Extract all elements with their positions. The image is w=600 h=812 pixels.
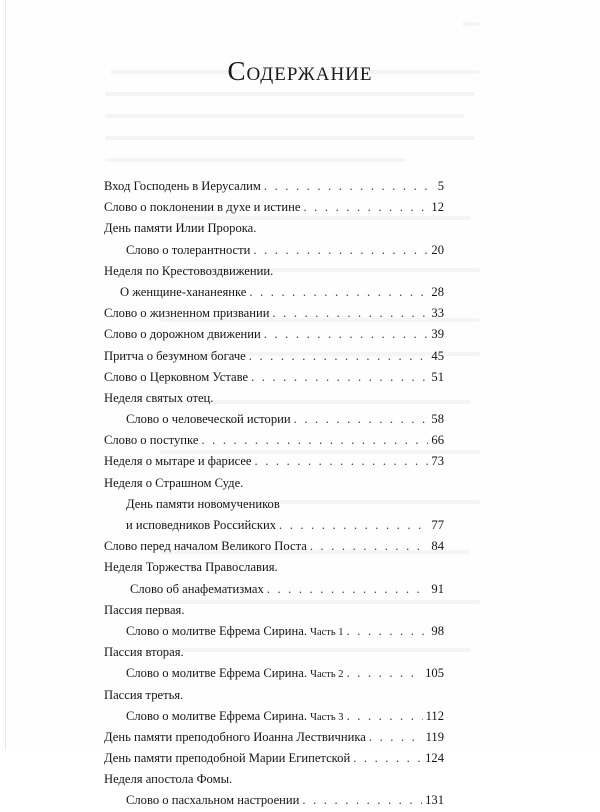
toc-section-heading [104, 557, 444, 578]
toc-entry [104, 536, 444, 557]
toc-entry-title: Пассия вторая. [104, 645, 184, 660]
toc-entry-title: Слово об анафематизмах [130, 581, 264, 596]
toc-entry-title: Неделя святых отец. [104, 390, 214, 405]
toc-page-number: 77 [431, 518, 444, 532]
toc-page-number: 73 [431, 454, 444, 469]
toc-entry-title: День памяти преподобной Марии Египетской [104, 751, 351, 766]
dot-leader [253, 240, 428, 261]
toc-entry [104, 748, 444, 769]
toc-entry-title: Слово о пасхальном настроении [126, 793, 300, 808]
toc-part-label: Часть 1 [310, 626, 344, 638]
dot-leader [201, 430, 428, 451]
toc-entry-title: Пассия третья. [104, 687, 184, 702]
toc-page-number: 33 [431, 306, 444, 321]
dot-leader [302, 790, 422, 811]
toc-entry-title: Слово о поступке [104, 433, 199, 448]
toc-entry-title: Слово о Церковном Уставе [104, 369, 249, 384]
toc-page-number: 28 [431, 284, 444, 299]
toc-entry [104, 621, 444, 642]
toc-page-number: 84 [431, 539, 444, 554]
toc-entry-title: Неделя о Страшном Суде. [104, 475, 244, 490]
dot-leader [249, 282, 428, 303]
toc-entry-title: Слово о поклонении в духе и истине [104, 200, 301, 215]
toc-page-number: 12 [431, 200, 444, 215]
toc-entry-title: О женщине-хананеянке [120, 284, 247, 299]
dot-leader [347, 663, 423, 684]
toc-part-label: Часть 3 [310, 711, 344, 723]
toc-page-number: 91 [431, 581, 444, 596]
toc-section-heading [104, 685, 444, 706]
toc-entry-title: Слово перед началом Великого Поста [104, 539, 307, 554]
dot-leader [353, 748, 422, 769]
toc-entry-title: Слово о молитве Ефрема Сирина. [126, 666, 307, 681]
toc-page-number: 39 [431, 327, 444, 342]
toc-page-number: 5 [437, 179, 444, 193]
dot-leader [294, 409, 429, 430]
toc-section-heading [104, 642, 444, 663]
toc-entry [104, 790, 444, 811]
dot-leader [303, 197, 428, 218]
dot-leader [255, 451, 429, 472]
toc-entry [104, 240, 444, 261]
dot-leader [251, 367, 428, 388]
dot-leader [369, 727, 423, 748]
toc-entry [104, 579, 444, 600]
dot-leader [310, 536, 429, 557]
toc-entry-title: Притча о безумном богаче [104, 348, 246, 363]
toc-entry-title: День памяти преподобного Иоанна Лествичника [104, 729, 366, 744]
dot-leader [267, 579, 429, 600]
toc-entry [104, 367, 444, 388]
toc-entry-title: День памяти Илии Пророка. [104, 221, 257, 236]
dot-leader [249, 346, 429, 367]
dot-leader [347, 706, 423, 727]
toc-page-number: 119 [425, 729, 444, 744]
dot-leader [272, 303, 428, 324]
toc-entry [104, 282, 444, 303]
toc-page-number: 112 [425, 708, 444, 723]
toc-entry [104, 303, 444, 324]
toc-entry [104, 430, 444, 451]
toc-entry-title: Слово о молитве Ефрема Сирина. [126, 708, 307, 723]
dot-leader [347, 621, 429, 642]
table-of-contents [104, 176, 444, 812]
toc-section-heading [104, 473, 444, 494]
toc-entry [104, 515, 444, 536]
toc-entry-title: Слово о человеческой истории [126, 412, 291, 427]
page-title: Содержание [227, 56, 373, 86]
toc-entry [104, 706, 444, 727]
toc-page-number: 98 [431, 623, 444, 638]
toc-entry [104, 176, 444, 197]
toc-section-heading [104, 261, 444, 282]
toc-section-heading [104, 769, 444, 790]
toc-section-heading [104, 494, 444, 515]
toc-part-label: Часть 2 [310, 669, 344, 681]
toc-entry [104, 663, 444, 684]
toc-entry-title: День памяти новомучеников [126, 496, 280, 511]
toc-section-heading [104, 218, 444, 239]
toc-entry [104, 346, 444, 367]
toc-page-number: 45 [431, 348, 444, 363]
toc-entry-title: Неделя апостола Фомы. [104, 772, 233, 787]
toc-entry [104, 324, 444, 345]
toc-entry-title: Неделя по Крестовоздвижении. [104, 263, 274, 278]
toc-entry-title: Неделя о мытаре и фарисее [104, 454, 252, 469]
toc-entry-title: Вход Господень в Иерусалим [104, 179, 261, 193]
toc-page-number: 105 [425, 666, 444, 681]
dot-leader [264, 324, 429, 345]
toc-page-number: 20 [431, 242, 444, 257]
toc-entry-title: Слово о толерантности [126, 242, 251, 257]
toc-entry [104, 451, 444, 472]
toc-entry-title: и исповедников Российских [126, 518, 277, 532]
toc-entry [104, 409, 444, 430]
toc-page-number: 58 [431, 412, 444, 427]
dot-leader [279, 515, 428, 536]
toc-page-number: 66 [431, 433, 444, 448]
toc-section-heading [104, 388, 444, 409]
page-edge [5, 0, 6, 750]
toc-entry-title: Неделя Торжества Православия. [104, 560, 278, 575]
toc-entry-title: Пассия первая. [104, 602, 185, 617]
toc-entry-title: Слово о жизненном призвании [104, 306, 270, 321]
toc-section-heading [104, 600, 444, 621]
toc-entry [104, 197, 444, 218]
toc-entry [104, 727, 444, 748]
toc-entry-title: Слово о молитве Ефрема Сирина. [126, 623, 307, 638]
dot-leader [264, 176, 435, 197]
toc-page-number: 124 [425, 751, 444, 766]
toc-page-number: 131 [425, 793, 444, 808]
toc-entry-title: Слово о дорожном движении [104, 327, 261, 342]
toc-page-number: 51 [431, 369, 444, 384]
